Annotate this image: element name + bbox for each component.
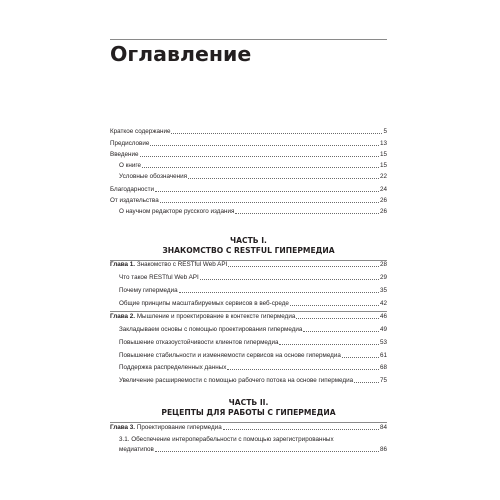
front-matter-list — [110, 125, 387, 216]
toc-entry-label: О научном редакторе русского издания — [119, 208, 235, 216]
leader-dots — [223, 428, 379, 430]
toc-entry[interactable] — [110, 284, 387, 295]
page-title: Оглавление — [110, 42, 252, 66]
leader-dots — [179, 291, 379, 293]
leader-dots — [140, 155, 379, 157]
toc-entry[interactable] — [110, 435, 387, 453]
leader-dots — [150, 144, 379, 146]
toc-entry-label: О книге — [119, 162, 142, 170]
chapter-label: Проектирование гипермедиа — [136, 424, 222, 432]
toc-entry-page: 26 — [379, 197, 387, 205]
leader-dots — [279, 343, 379, 345]
toc-entry-page: 61 — [379, 351, 387, 359]
toc-entry[interactable] — [110, 182, 387, 193]
toc-entry[interactable] — [110, 374, 387, 385]
toc-entry-page: 22 — [379, 173, 387, 181]
toc-entry-label: Закладываем основы с помощью проектирования гипермедиа — [119, 326, 303, 334]
toc-entry[interactable] — [110, 170, 387, 181]
leader-dots — [303, 330, 379, 332]
toc-entry[interactable] — [110, 348, 387, 359]
toc-entry-page: 86 — [379, 445, 387, 453]
toc-entry-label: Благодарности — [110, 185, 154, 193]
leader-dots — [227, 368, 379, 370]
toc-entry[interactable] — [110, 336, 387, 347]
toc-entry[interactable] — [110, 361, 387, 372]
toc-entry[interactable] — [110, 136, 387, 147]
toc-entry-label: Общие принципы масштабируемых сервисов в веб-среде — [119, 299, 289, 307]
part-title: РЕЦЕПТЫ ДЛЯ РАБОТЫ С ГИПЕРМЕДИА — [161, 408, 336, 417]
toc-entry[interactable] — [110, 271, 387, 282]
toc-entry-page: 46 — [379, 313, 387, 321]
leader-dots — [290, 304, 379, 306]
toc-entry-page: 53 — [379, 338, 387, 346]
toc-entry-label: Почему гипермедиа — [119, 286, 178, 294]
toc-entry-label: Увеличение расширяемости с помощью рабочего потока на основе гипермедиа — [119, 377, 354, 385]
toc-entry-label: Повышение стабильности и изменяемости сервисов на основе гипермедиа — [119, 351, 341, 359]
chapter-entry[interactable] — [110, 258, 387, 269]
toc-entry[interactable] — [110, 159, 387, 170]
part-heading — [110, 236, 387, 256]
toc-entry-page: 75 — [379, 377, 387, 385]
chapter-entry[interactable] — [110, 421, 387, 432]
top-rule — [110, 39, 387, 40]
part-title: ЗНАКОМСТВО С RESTFUL ГИПЕРМЕДИА — [162, 246, 335, 255]
toc-entry-page: 15 — [379, 150, 387, 158]
toc-entry-label: Поддержка распределенных данных — [119, 364, 227, 372]
chapter-3 — [110, 421, 387, 454]
leader-dots — [188, 177, 379, 179]
toc-entry-page: 29 — [379, 274, 387, 282]
leader-dots — [155, 450, 379, 452]
toc-entry-page: 13 — [379, 139, 387, 147]
toc-entry-label: Условные обозначения — [119, 173, 188, 181]
leader-dots — [142, 166, 379, 168]
toc-entry[interactable] — [110, 148, 387, 159]
part-number: ЧАСТЬ I. — [230, 236, 267, 245]
toc-entry-page: 28 — [379, 261, 387, 269]
toc-entry-label-continued: медиатипов — [119, 445, 154, 453]
toc-entry[interactable] — [110, 125, 387, 136]
leader-dots — [342, 356, 379, 358]
toc-entry-page: 24 — [379, 185, 387, 193]
toc-entry-page: 5 — [383, 128, 387, 136]
chapter-prefix: Глава 3. — [110, 424, 136, 432]
part-heading — [110, 398, 387, 418]
toc-entry[interactable] — [110, 296, 387, 307]
leader-dots — [160, 201, 379, 203]
toc-entry[interactable] — [110, 194, 387, 205]
toc-entry-page: 26 — [379, 208, 387, 216]
chapter-label: Мышление и проектирование в контексте гипермедиа — [136, 313, 296, 321]
toc-entry[interactable] — [110, 205, 387, 216]
leader-dots — [200, 278, 379, 280]
leader-dots — [228, 265, 379, 267]
chapter-2 — [110, 310, 387, 385]
leader-dots — [354, 381, 379, 383]
chapter-prefix: Глава 1. — [110, 261, 136, 269]
leader-dots — [296, 317, 379, 319]
toc-entry-page: 35 — [379, 286, 387, 294]
chapter-label: Знакомство с RESTful Web API — [136, 261, 228, 269]
part-number: ЧАСТЬ II. — [228, 398, 269, 407]
toc-entry-page: 68 — [379, 364, 387, 372]
chapter-entry[interactable] — [110, 310, 387, 321]
toc-entry-label: Повышение отказоустойчивости клиентов гипермедиа — [119, 338, 279, 346]
toc-entry-page: 42 — [379, 299, 387, 307]
toc-entry-label: Предисловие — [110, 139, 150, 147]
toc-entry-page: 49 — [379, 326, 387, 334]
toc-entry-label: 3.1. Обеспечение интероперабельности с помощью зарегистрированных — [119, 436, 334, 444]
leader-dots — [235, 212, 379, 214]
chapter-1 — [110, 258, 387, 308]
chapter-prefix: Глава 2. — [110, 313, 136, 321]
toc-entry[interactable] — [110, 323, 387, 334]
toc-entry-label: Что такое RESTful Web API — [119, 274, 199, 282]
toc-entry-label: Введение — [110, 150, 139, 158]
toc-entry-page: 84 — [379, 424, 387, 432]
leader-dots — [171, 132, 382, 134]
toc-entry-label: От издательства — [110, 197, 159, 205]
toc-entry-label: Краткое содержание — [110, 128, 171, 136]
leader-dots — [155, 190, 379, 192]
toc-entry-page: 15 — [379, 162, 387, 170]
